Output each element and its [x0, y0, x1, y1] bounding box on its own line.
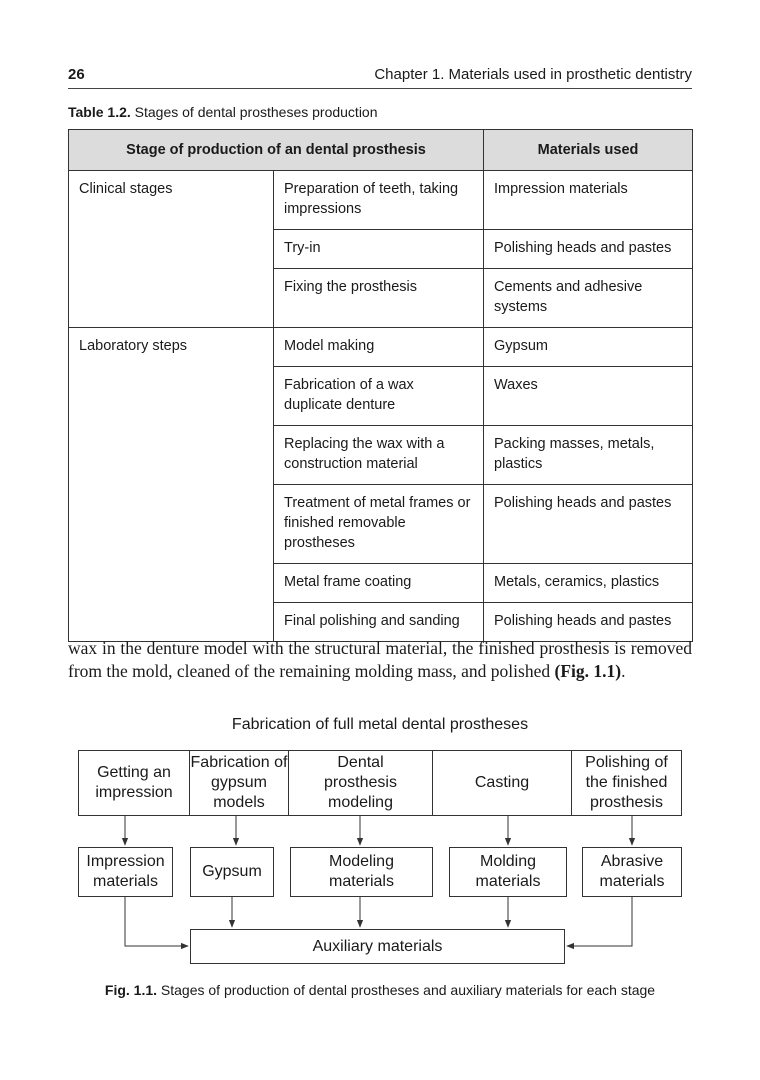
running-head: Chapter 1. Materials used in prosthetic dentistry [374, 66, 692, 83]
step-cell: Treatment of metal frames or finished removable prostheses [274, 485, 484, 564]
figure-caption-text: Stages of production of dental prostheses and auxiliary materials for each stage [157, 982, 656, 998]
table-header-row [69, 130, 693, 171]
figure-caption-label: Fig. 1.1. [104, 982, 158, 998]
material-box: Gypsum [190, 847, 274, 897]
step-cell: Try-in [274, 230, 484, 269]
stage-box: Casting [432, 750, 572, 816]
materials-cell: Cements and adhesive systems [484, 269, 693, 328]
material-box: Modeling materials [290, 847, 433, 897]
stage-box: Fabrication of gypsum models [189, 750, 289, 816]
body-end: . [621, 661, 626, 681]
arrow-to-auxiliary [125, 897, 188, 946]
step-cell: Final polishing and sanding [274, 603, 484, 642]
table-caption-text: Stages of dental prostheses production [130, 104, 378, 120]
header-materials: Materials used [484, 130, 693, 171]
materials-cell: Gypsum [484, 328, 693, 367]
material-box: Abrasive materials [582, 847, 682, 897]
materials-cell: Polishing heads and pastes [484, 603, 693, 642]
table-row [69, 171, 693, 230]
stage-box: Getting an impression [78, 750, 190, 816]
figure-caption [0, 982, 760, 998]
materials-cell: Impression materials [484, 171, 693, 230]
materials-cell: Metals, ceramics, plastics [484, 564, 693, 603]
header-stage: Stage of production of an dental prosthesis [69, 130, 484, 171]
arrow-to-auxiliary [567, 897, 632, 946]
material-box: Impression materials [78, 847, 173, 897]
header-rule [68, 88, 692, 89]
table-caption-label: Table 1.2. [68, 104, 131, 120]
group-name: Clinical stages [69, 171, 274, 328]
material-box: Molding materials [449, 847, 567, 897]
body-paragraph [68, 637, 692, 683]
step-cell: Fabrication of a wax duplicate denture [274, 367, 484, 426]
materials-cell: Packing masses, metals, plastics [484, 426, 693, 485]
materials-cell: Polishing heads and pastes [484, 230, 693, 269]
step-cell: Metal frame coating [274, 564, 484, 603]
stages-table [68, 129, 693, 642]
stage-box: Dental prosthesis modeling [288, 750, 433, 816]
figure-reference: (Fig. 1.1) [554, 661, 622, 681]
materials-cell: Waxes [484, 367, 693, 426]
auxiliary-box: Auxiliary materials [190, 929, 565, 964]
step-cell: Replacing the wax with a construction material [274, 426, 484, 485]
materials-cell: Polishing heads and pastes [484, 485, 693, 564]
body-text: wax in the denture model with the structural material, the finished prosthesis is removed from the mold, cleaned of the remaining molding mass, and polished [68, 638, 692, 681]
page-number: 26 [68, 66, 85, 83]
step-cell: Model making [274, 328, 484, 367]
step-cell: Fixing the prosthesis [274, 269, 484, 328]
group-name: Laboratory steps [69, 328, 274, 642]
table-caption [68, 104, 378, 120]
stage-box: Polishing of the finished prosthesis [571, 750, 682, 816]
step-cell: Preparation of teeth, taking impressions [274, 171, 484, 230]
table-row [69, 328, 693, 367]
figure-title: Fabrication of full metal dental prostheses [231, 716, 529, 733]
